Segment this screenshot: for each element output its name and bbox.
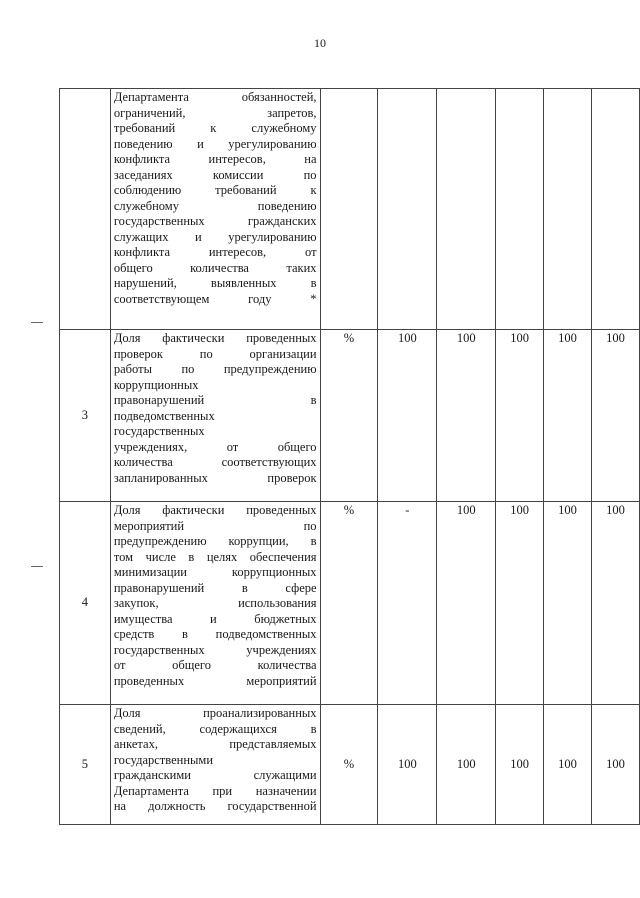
- description-line: анкетах, представляемых: [113, 737, 317, 751]
- row-number-cell: 5: [60, 705, 111, 825]
- margin-mark: [31, 322, 43, 323]
- value-cell-3: 100: [496, 502, 544, 705]
- table-row: [60, 330, 640, 502]
- description-line: Доля проанализированных: [113, 706, 317, 720]
- description-line: гражданскими служащими: [113, 768, 317, 782]
- description-line: служащих и урегулированию: [113, 229, 317, 244]
- page-number: 10: [314, 36, 326, 50]
- description-line: государственными: [113, 752, 214, 767]
- row-number-cell: 3: [60, 330, 111, 502]
- row-number-cell: 4: [60, 502, 111, 705]
- description-line: работы по предупреждению: [113, 362, 317, 376]
- value-cell-4: 100: [544, 502, 592, 705]
- row-number-cell: [60, 89, 111, 330]
- description-line: коррупционных: [113, 377, 199, 392]
- unit-cell: %: [320, 705, 378, 825]
- description-line: закупок, использования: [113, 596, 317, 610]
- description-line: конфликта интересов, от: [113, 245, 317, 259]
- description-line: подведомственных: [113, 408, 215, 423]
- description-line: на должность государственной: [113, 799, 317, 813]
- description-line: государственных: [113, 424, 205, 438]
- description-line: требований к служебному: [113, 121, 317, 135]
- description-line: сведений, содержащихся в: [113, 721, 317, 736]
- value-cell-1: 100: [378, 705, 437, 825]
- value-cell-2: [437, 89, 496, 330]
- value-cell-4: [544, 89, 592, 330]
- indicator-description-cell: [110, 502, 320, 705]
- description-line: средств в подведомственных: [113, 627, 317, 641]
- description-line: учреждениях, от общего: [113, 439, 317, 454]
- value-cell-1: -: [378, 502, 437, 705]
- unit-cell: %: [320, 502, 378, 705]
- description-line: ограничений, запретов,: [113, 105, 317, 120]
- description-line: том числе в целях обеспечения: [113, 549, 317, 564]
- value-cell-5: 100: [592, 705, 640, 825]
- description-line: Доля фактически проведенных: [113, 331, 317, 345]
- description-line: конфликта интересов, на: [113, 152, 317, 166]
- value-cell-5: 100: [592, 330, 640, 502]
- description-line: правонарушений в сфере: [113, 580, 317, 595]
- value-cell-3: 100: [496, 330, 544, 502]
- value-cell-3: 100: [496, 705, 544, 825]
- description-line: количества соответствующих: [113, 455, 317, 469]
- value-cell-5: 100: [592, 502, 640, 705]
- value-cell-4: 100: [544, 330, 592, 502]
- indicator-description-cell: [110, 330, 320, 502]
- value-cell-1: 100: [378, 330, 437, 502]
- description-line: заседаниях комиссии по: [113, 167, 317, 182]
- description-line: служебному поведению: [113, 198, 317, 213]
- description-line: соответствующем году *: [113, 291, 317, 306]
- value-cell-1: [378, 89, 437, 330]
- table-row: [60, 705, 640, 825]
- description-line: от общего количества: [113, 658, 317, 672]
- value-cell-2: 100: [437, 330, 496, 502]
- value-cell-2: 100: [437, 705, 496, 825]
- description-line: государственных гражданских: [113, 214, 317, 228]
- description-line: правонарушений в: [113, 393, 317, 407]
- description-line: нарушений, выявленных в: [113, 276, 317, 290]
- indicator-description-cell: [110, 705, 320, 825]
- description-line: запланированных проверок: [113, 470, 317, 485]
- margin-mark: [31, 566, 43, 567]
- table-row: [60, 89, 640, 330]
- description-line: минимизации коррупционных: [113, 565, 317, 579]
- description-line: проверок по организации: [113, 346, 317, 361]
- value-cell-2: 100: [437, 502, 496, 705]
- indicators-table: [59, 88, 640, 825]
- value-cell-4: 100: [544, 705, 592, 825]
- description-line: проведенных мероприятий: [113, 673, 317, 688]
- value-cell-5: [592, 89, 640, 330]
- description-line: государственных учреждениях: [113, 642, 317, 657]
- description-line: имущества и бюджетных: [113, 611, 317, 626]
- indicator-description-cell: [110, 89, 320, 330]
- description-line: общего количества таких: [113, 260, 317, 275]
- description-line: предупреждению коррупции, в: [113, 534, 317, 548]
- description-line: мероприятий по: [113, 518, 317, 533]
- unit-cell: [320, 89, 378, 330]
- value-cell-3: [496, 89, 544, 330]
- description-line: поведению и урегулированию: [113, 136, 317, 151]
- table-row: [60, 502, 640, 705]
- description-line: Департамента обязанностей,: [113, 90, 317, 104]
- description-line: соблюдению требований к: [113, 183, 317, 197]
- description-line: Доля фактически проведенных: [113, 503, 317, 517]
- unit-cell: %: [320, 330, 378, 502]
- description-line: Департамента при назначении: [113, 783, 317, 798]
